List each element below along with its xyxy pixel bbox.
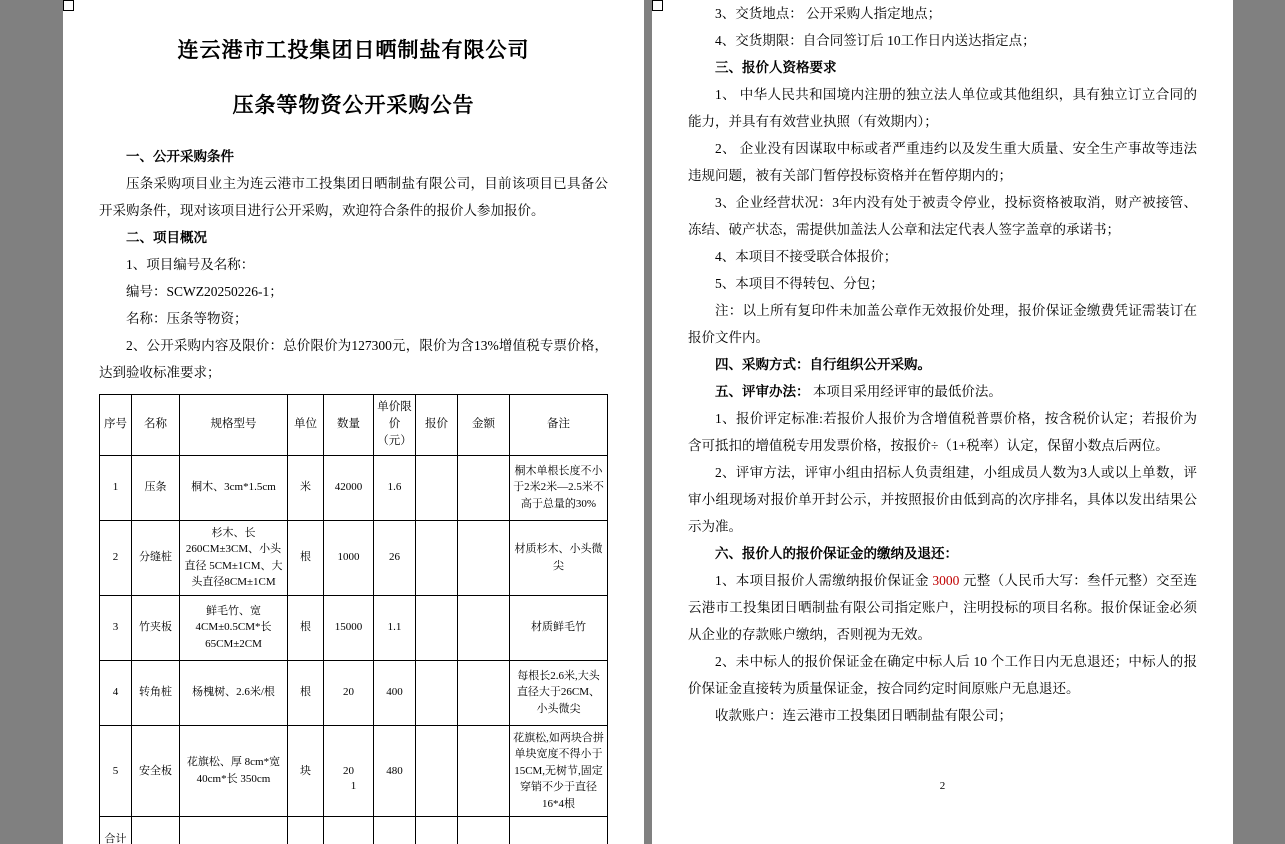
cell-unit: 根 [288, 660, 324, 725]
table-header-cell: 规格型号 [180, 394, 288, 455]
cell-unit: 块 [288, 725, 324, 817]
cell-bid [416, 520, 458, 595]
deposit-amount: 3000 [932, 573, 960, 588]
cell-total-label: 合计 [100, 817, 132, 844]
document-page-2 [652, 0, 1233, 844]
cell-note [510, 817, 608, 844]
cell-spec: 花旗松、厚 8cm*宽 40cm*长 350cm [180, 725, 288, 817]
document-title-line-1: 连云港市工投集团日晒制盐有限公司 [177, 38, 530, 62]
paragraph: 4、本项目不接受联合体报价； [715, 249, 898, 264]
cell-no: 2 [100, 520, 132, 595]
table-row [100, 595, 608, 660]
paragraph: 2、未中标人的报价保证金在确定中标人后 10 个工作日内无息退还；中标人的报价保证金直接转为质量保证金，按合同约定时间原账户无息退还。 [688, 654, 1197, 696]
table-header-cell: 名称 [132, 394, 180, 455]
cell-name: 分缝桩 [132, 520, 180, 595]
table-row-total [100, 817, 608, 844]
cell-bid [416, 660, 458, 725]
crop-mark-top-right [63, 0, 74, 11]
paragraph: 名称：压条等物资； [126, 310, 248, 326]
cell-note: 花旗松,如两块合拼单块宽度不得小于15CM,无树节,固定穿销不少于直径16*4根 [510, 725, 608, 817]
table-header-row [100, 394, 608, 455]
table-header-cell: 单位 [288, 394, 324, 455]
crop-mark-top-right [652, 0, 663, 11]
cell-amount [458, 595, 510, 660]
paragraph: 编号：SCWZ20250226-1； [126, 283, 283, 299]
paragraph: 5、本项目不得转包、分包； [715, 276, 884, 291]
section-heading: 三、报价人资格要求 [715, 60, 837, 75]
cell-spec: 杉木、长 260CM±3CM、小头直径 5CM±1CM、大头直径8CM±1CM [180, 520, 288, 595]
paragraph: 3、企业经营状况：3年内没有处于被责令停业，投标资格被取消，财产被接管、冻结、破产状态，需提供加盖法人公章和法定代表人签字盖章的承诺书； [688, 195, 1197, 237]
table-header-cell: 数量 [324, 394, 374, 455]
paragraph: 1、项目编号及名称： [126, 256, 255, 272]
section-heading: 六、报价人的报价保证金的缴纳及退还： [715, 546, 958, 561]
cell-amount [458, 520, 510, 595]
cell-bid [416, 595, 458, 660]
paragraph: 收款账户：连云港市工投集团日晒制盐有限公司； [715, 708, 1012, 723]
paragraph: 2、评审方法，评审小组由招标人负责组建，小组成员人数为3人或以上单数，评审小组现场对报价单开封公示，并按照报价由低到高的次序排名，具体以发出结果公示为准。 [688, 465, 1197, 534]
table-header-cell: 金额 [458, 394, 510, 455]
cell-price: 26 [374, 520, 416, 595]
crop-mark-top-left [652, 0, 663, 11]
crop-mark-bottom-right [652, 0, 663, 11]
goods-table [99, 394, 608, 844]
paragraph: 2、公开采购内容及限价：总价限价为127300元，限价为含13%增值税专票价格，达到验收标准要求； [99, 337, 608, 380]
cell-amount [458, 725, 510, 817]
cell-unit: 根 [288, 595, 324, 660]
cell-name [132, 817, 180, 844]
page-number: 2 [939, 780, 946, 792]
cell-qty [324, 817, 374, 844]
cell-no: 3 [100, 595, 132, 660]
paragraph: 注：以上所有复印件未加盖公章作无效报价处理，报价保证金缴费凭证需装订在报价文件内。 [688, 303, 1197, 345]
cell-note: 材质鲜毛竹 [510, 595, 608, 660]
table-header-cell: 报价 [416, 394, 458, 455]
page-1-content [99, 8, 608, 844]
cell-bid [416, 725, 458, 817]
table-header-cell: 备注 [510, 394, 608, 455]
cell-price [374, 817, 416, 844]
table-header-cell: 单价限价（元） [374, 394, 416, 455]
cell-qty: 42000 [324, 455, 374, 520]
section-heading: 二、项目概况 [126, 229, 207, 245]
document-title-line-2: 压条等物资公开采购公告 [232, 93, 475, 118]
cell-no: 5 [100, 725, 132, 817]
paragraph: 1、报价评定标准:若报价人报价为含增值税普票价格，按含税价认定；若报价为含可抵扣的增值税专用发票价格，按报价÷（1+税率）认定，保留小数点后两位。 [688, 411, 1197, 453]
cell-name: 转角桩 [132, 660, 180, 725]
cell-qty: 1000 [324, 520, 374, 595]
table-header-cell: 序号 [100, 394, 132, 455]
page-number: 1 [350, 780, 357, 792]
cell-price: 400 [374, 660, 416, 725]
paragraph-suffix: 元整（人民币大写：叁仟元整）交至连云港市工投集团日晒制盐有限公司指定账户，注明投标的项目名称。报价保证金必须从企业的存款账户缴纳，否则视为无效。 [688, 573, 1197, 642]
section-heading-mixed [688, 378, 1197, 405]
section-heading: 一、公开采购条件 [126, 148, 234, 164]
cell-no: 4 [100, 660, 132, 725]
cell-amount [458, 455, 510, 520]
cell-name: 压条 [132, 455, 180, 520]
crop-mark-bottom-left [652, 0, 663, 11]
crop-mark-top-left [63, 0, 74, 11]
section-heading: 四、采购方式：自行组织公开采购。 [715, 357, 931, 372]
paragraph: 4、交货期限：自合同签订后 10工作日内送达指定点； [715, 33, 1036, 48]
cell-unit: 米 [288, 455, 324, 520]
cell-qty: 20 [324, 725, 374, 817]
cell-no: 1 [100, 455, 132, 520]
cell-amount [458, 817, 510, 844]
cell-unit [288, 817, 324, 844]
page-2-content [688, 0, 1197, 804]
table-row [100, 520, 608, 595]
document-page-1 [63, 0, 644, 844]
cell-qty: 15000 [324, 595, 374, 660]
cell-spec: 桐木、3cm*1.5cm [180, 455, 288, 520]
paragraph-prefix: 1、本项目报价人需缴纳报价保证金 [715, 573, 933, 588]
cell-price: 1.6 [374, 455, 416, 520]
paragraph-with-highlight [688, 567, 1197, 648]
cell-price: 1.1 [374, 595, 416, 660]
paragraph: 2、 企业没有因谋取中标或者严重违约以及发生重大质量、安全生产事故等违法违规问题，被有关部门暂停投标资格并在暂停期内的； [688, 141, 1197, 183]
cell-price: 480 [374, 725, 416, 817]
cell-unit: 根 [288, 520, 324, 595]
cell-note: 每根长2.6米,大头直径大于26CM、小头微尖 [510, 660, 608, 725]
cell-bid [416, 455, 458, 520]
cell-name: 安全板 [132, 725, 180, 817]
section-heading-label: 五、评审办法： [715, 384, 810, 399]
paragraph: 1、 中华人民共和国境内注册的独立法人单位或其他组织，具有独立订立合同的能力，并具有有效营业执照（有效期内）； [688, 87, 1197, 129]
table-row [100, 660, 608, 725]
cell-spec: 杨槐树、2.6米/根 [180, 660, 288, 725]
cell-spec [180, 817, 288, 844]
cell-qty: 20 [324, 660, 374, 725]
cell-note: 桐木单根长度不小于2米2米—2.5米不高于总量的30% [510, 455, 608, 520]
cell-spec: 鲜毛竹、宽 4CM±0.5CM*长 65CM±2CM [180, 595, 288, 660]
cell-amount [458, 660, 510, 725]
crop-mark-bottom-right [63, 0, 74, 11]
cell-name: 竹夹板 [132, 595, 180, 660]
section-heading-rest: 本项目采用经评审的最低价法。 [809, 384, 1002, 399]
table-row [100, 455, 608, 520]
cell-bid [416, 817, 458, 844]
table-row [100, 725, 608, 817]
paragraph: 压条采购项目业主为连云港市工投集团日晒制盐有限公司，目前该项目已具备公开采购条件，现对该项目进行公开采购，欢迎符合条件的报价人参加报价。 [99, 175, 608, 218]
paragraph: 3、交货地点： 公开采购人指定地点； [715, 6, 942, 21]
cell-note: 材质杉木、小头微尖 [510, 520, 608, 595]
crop-mark-bottom-left [63, 0, 74, 11]
